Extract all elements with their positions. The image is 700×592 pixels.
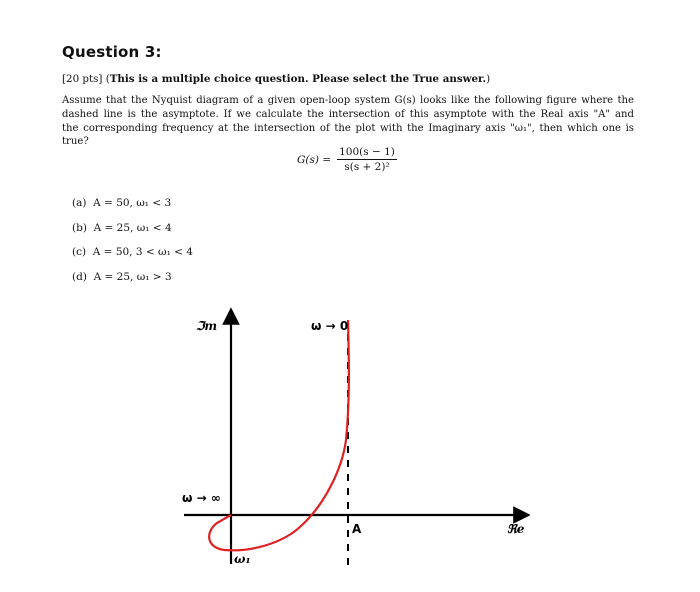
points-label: [20 pts] [62,73,103,85]
option-d[interactable] [72,271,172,283]
transfer-function-equation [297,146,397,173]
question-header [62,72,642,86]
instruction-close: ) [486,73,491,85]
question-title: Question 3: [62,43,162,61]
question-body [62,94,634,149]
option-d-text: A = 25, ω₁ > 3 [93,271,172,283]
option-b-text: A = 25, ω₁ < 4 [93,222,172,234]
omega-infinity-label: ω → ∞ [182,491,221,505]
option-c-label: (c) [72,246,87,258]
equation-numerator: 100(s − 1) [339,146,395,158]
body-line-1: Assume that the Nyquist diagram of a given open-loop system G(s) looks like the following figure where the [62,95,634,106]
equation-fraction [337,146,397,173]
option-b-label: (b) [72,222,87,234]
instruction-text: This is a multiple choice question. Please select the True answer. [109,73,487,85]
option-a-text: A = 50, ω₁ < 3 [93,197,172,209]
option-b[interactable] [72,222,172,234]
option-c[interactable] [72,246,193,258]
nyquist-diagram [170,300,530,580]
instruction-open: ( [105,73,110,85]
imaginary-axis-label: ℑm [196,319,218,333]
equation-denominator: s(s + 2)² [344,161,390,173]
body-line-4: true? [62,136,89,148]
asymptote-intersection-label: A [352,522,362,536]
omega-zero-label: ω → 0 [311,319,349,333]
option-a-label: (a) [72,197,87,209]
omega-one-label: ω₁ [234,552,251,566]
equation-lhs: G(s) = [297,153,332,166]
option-c-text: A = 50, 3 < ω₁ < 4 [92,246,193,258]
body-line-3: the corresponding frequency at the intersection of the plot with the Imaginary axis "ω₁", then which one is [62,122,634,134]
option-d-label: (d) [72,271,87,283]
option-a[interactable] [72,197,171,209]
body-line-2: dashed line is the asymptote. If we calculate the intersection of this asymptote with the Real axis "A" and [62,108,634,120]
real-axis-label: ℜe [507,522,525,536]
